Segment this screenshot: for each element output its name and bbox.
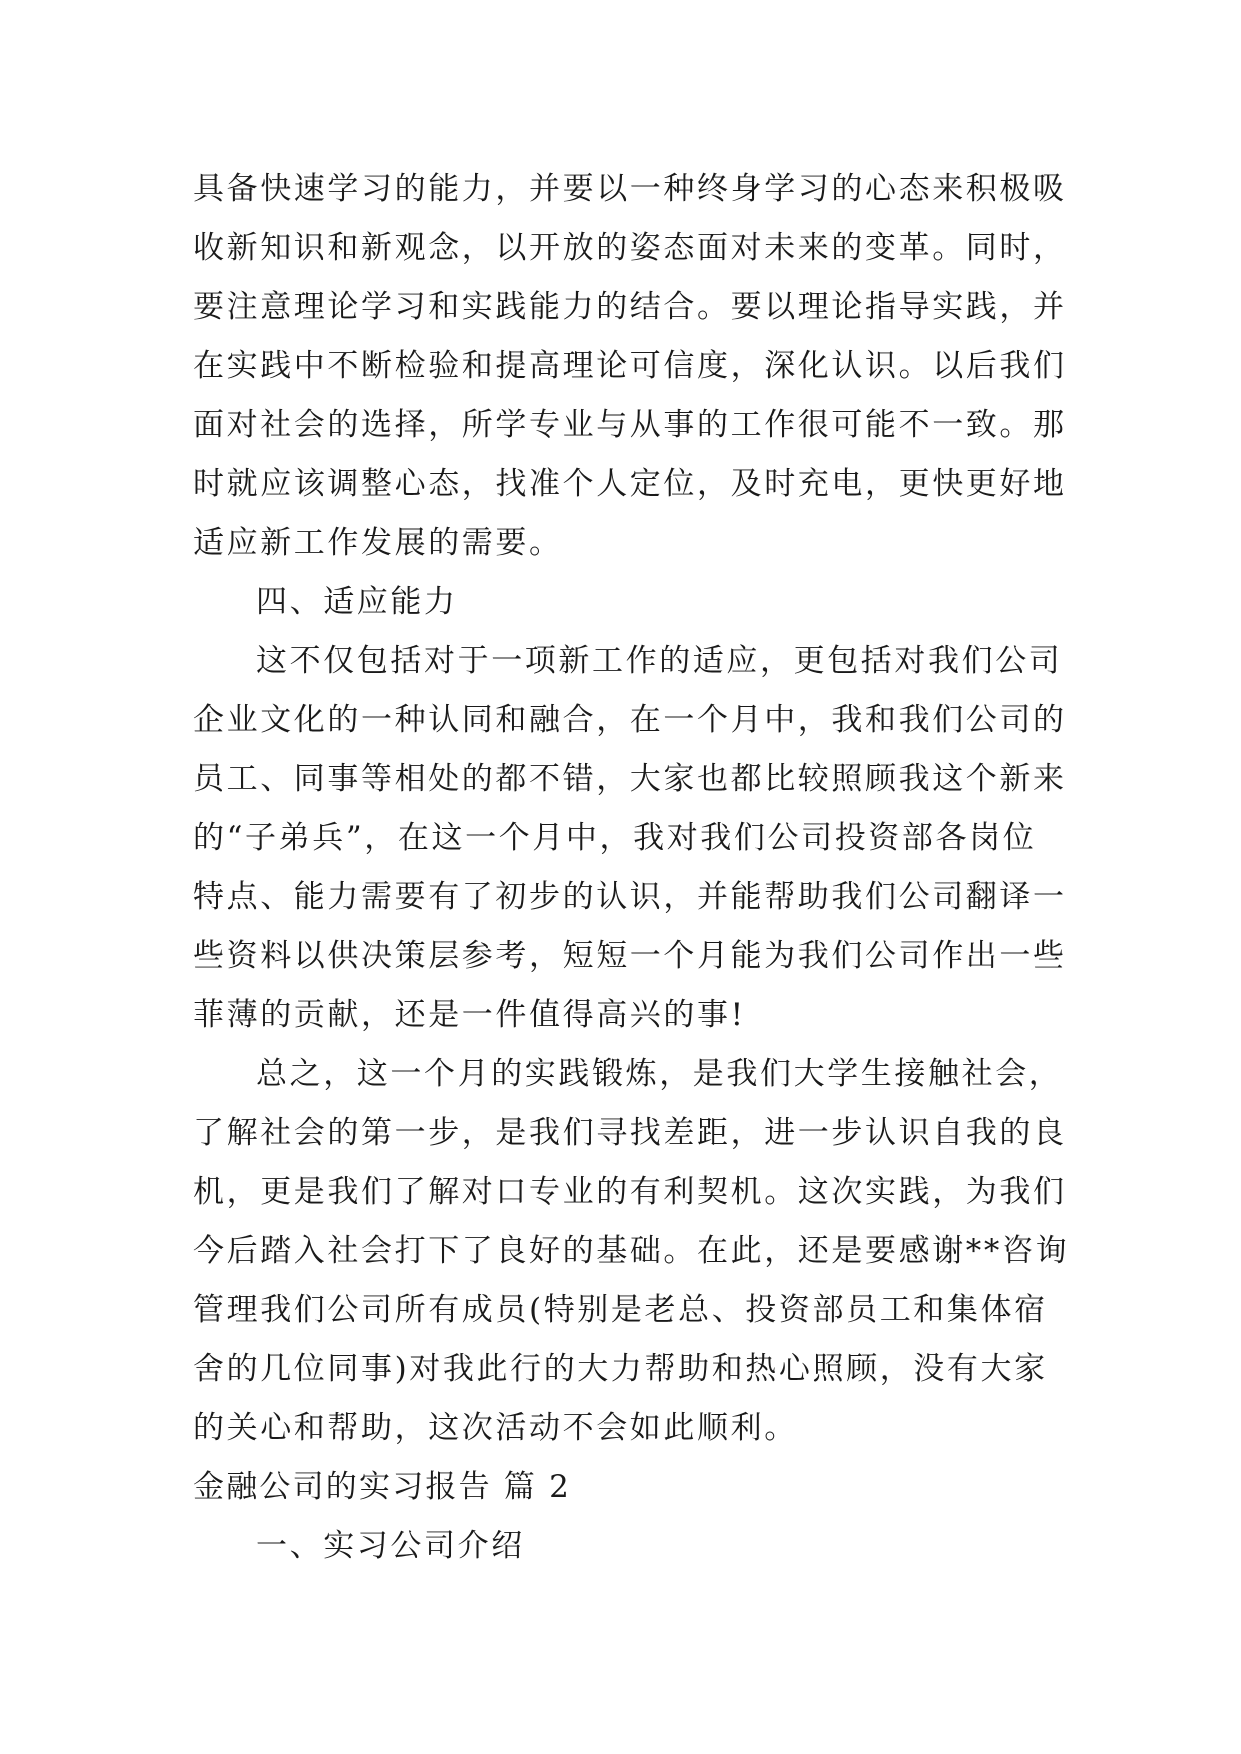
paragraph-line: 适应新工作发展的需要。	[193, 525, 563, 561]
paragraph-line: 的关心和帮助，这次活动不会如此顺利。	[193, 1410, 798, 1446]
paragraph-line: 舍的几位同事)对我此行的大力帮助和热心照顾，没有大家	[193, 1351, 1048, 1387]
paragraph-line: 些资料以供决策层参考，短短一个月能为我们公司作出一些	[193, 938, 1067, 974]
paragraph-line: 企业文化的一种认同和融合，在一个月中，我和我们公司的	[193, 702, 1067, 738]
paragraph-line: 这不仅包括对于一项新工作的适应，更包括对我们公司	[256, 643, 1063, 679]
paragraph-line: 的“子弟兵”，在这一个月中，我对我们公司投资部各岗位	[193, 820, 1037, 856]
paragraph-line: 员工、同事等相处的都不错，大家也都比较照顾我这个新来	[193, 761, 1067, 797]
paragraph-line: 菲薄的贡献，还是一件值得高兴的事!	[193, 997, 746, 1033]
paragraph-line: 特点、能力需要有了初步的认识，并能帮助我们公司翻译一	[193, 879, 1067, 915]
document-body	[193, 160, 1073, 1576]
paragraph-line: 面对社会的选择，所学专业与从事的工作很可能不一致。那	[193, 407, 1067, 443]
report-title: 金融公司的实习报告 篇 2	[193, 1469, 572, 1505]
paragraph-line: 在实践中不断检验和提高理论可信度，深化认识。以后我们	[193, 348, 1067, 384]
paragraph-line: 总之，这一个月的实践锻炼，是我们大学生接触社会，	[256, 1056, 1063, 1092]
paragraph-line: 收新知识和新观念，以开放的姿态面对未来的变革。同时，	[193, 230, 1067, 266]
section-heading-company-intro: 一、实习公司介绍	[256, 1528, 525, 1564]
paragraph-line: 具备快速学习的能力，并要以一种终身学习的心态来积极吸	[193, 171, 1067, 207]
paragraph-line: 管理我们公司所有成员(特别是老总、投资部员工和集体宿	[193, 1292, 1048, 1328]
paragraph-line: 机，更是我们了解对口专业的有利契机。这次实践，为我们	[193, 1174, 1067, 1210]
section-heading-adaptability: 四、适应能力	[256, 584, 458, 620]
paragraph-line: 了解社会的第一步，是我们寻找差距，进一步认识自我的良	[193, 1115, 1067, 1151]
paragraph-line: 今后踏入社会打下了良好的基础。在此，还是要感谢**咨询	[193, 1233, 1070, 1269]
paragraph-line: 要注意理论学习和实践能力的结合。要以理论指导实践，并	[193, 289, 1067, 325]
paragraph-line: 时就应该调整心态，找准个人定位，及时充电，更快更好地	[193, 466, 1067, 502]
